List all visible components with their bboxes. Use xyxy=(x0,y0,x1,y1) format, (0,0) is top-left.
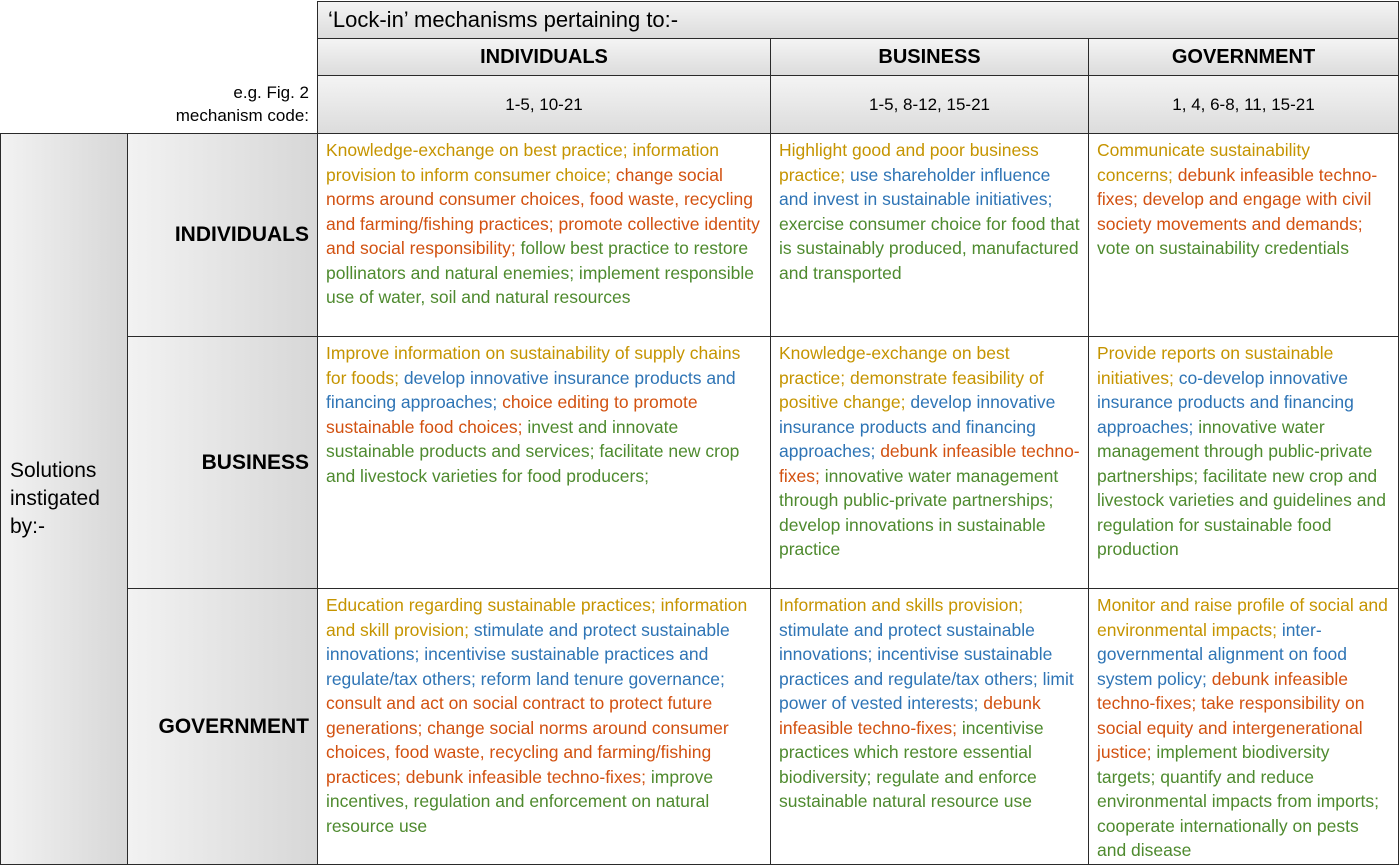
cell-business-government xyxy=(1088,336,1399,589)
mechanism-code-government xyxy=(1088,75,1399,134)
text-segment-gold: Knowledge-exchange on best practice; demonstrate feasibility of positive change; xyxy=(779,343,1044,412)
cell-individuals-individuals xyxy=(317,133,771,337)
text-segment-gold: Monitor and raise profile of social and environmental impacts; xyxy=(1097,595,1388,640)
text-segment-green: improve incentives, regulation and enforcement on natural resource use xyxy=(326,766,714,836)
text-segment-gold: Highlight good and poor business practice; xyxy=(779,140,1039,185)
mechanism-code-label-line1: e.g. Fig. 2 xyxy=(233,83,309,102)
text-segment-green: incentivise practices which restore essential biodiversity; regulate and enforce sustainable natural resource use xyxy=(779,717,1044,811)
mechanism-code-business xyxy=(770,75,1089,134)
column-header-label: INDIVIDUALS xyxy=(480,45,608,68)
mechanism-code-label-line2: mechanism code: xyxy=(175,106,309,125)
column-header-label: GOVERNMENT xyxy=(1171,45,1316,68)
text-segment-green: innovative water management through public-private partnerships; develop innovations in sustainable practice xyxy=(779,465,1059,559)
text-segment-blue: use shareholder influence and invest in sustainable initiatives; xyxy=(779,164,1053,209)
text-segment-blue: stimulate and protect sustainable innovations; incentivise sustainable practices and regulate/tax others; limit power of vested interests; xyxy=(779,619,1074,713)
cell-government-individuals xyxy=(317,588,771,865)
text-segment-blue: develop innovative insurance products and financing approaches; xyxy=(779,392,1056,461)
column-header-business xyxy=(770,38,1089,76)
text-segment-gold: Communicate sustainability concerns; xyxy=(1097,140,1311,185)
text-segment-blue: inter-governmental alignment on food system policy; xyxy=(1097,619,1348,689)
cell-government-government xyxy=(1088,588,1399,865)
column-header-label: BUSINESS xyxy=(878,45,981,68)
solutions-side-label xyxy=(0,133,128,865)
text-segment-gold: Knowledge-exchange on best practice; information provision to inform consumer choice; xyxy=(326,140,720,185)
text-segment-orange: debunk infeasible techno-fixes; take responsibility on social equity and intergenerational justice; xyxy=(1097,668,1365,762)
row-header-government xyxy=(127,588,318,865)
row-header-business xyxy=(127,336,318,589)
text-segment-orange: change social norms around consumer choices, food waste, recycling and farming/fishing practices; promote collective identity and social responsibility; xyxy=(326,164,760,258)
text-segment-orange: debunk infeasible techno-fixes; xyxy=(779,693,1041,738)
text-segment-orange: debunk infeasible techno-fixes; xyxy=(779,441,1080,486)
text-segment-green: vote on sustainability credentials xyxy=(1097,238,1349,258)
text-segment-gold: Information and skills provision; xyxy=(779,595,1024,615)
mechanism-code-value: 1-5, 10-21 xyxy=(505,94,583,114)
text-segment-blue: stimulate and protect sustainable innovations; incentivise sustainable practices and regulate/tax others; reform land tenure governance; xyxy=(326,619,730,689)
text-segment-green: follow best practice to restore pollinators and natural enemies; implement responsible use of water, soil and natural resources xyxy=(326,238,755,307)
text-segment-orange: debunk infeasible techno-fixes; develop and engage with civil society movements and demands; xyxy=(1097,164,1378,234)
text-segment-green: implement biodiversity targets; quantify and reduce environmental impacts from imports; cooperate internationally on pests and disease xyxy=(1097,742,1380,860)
side-label-line1: Solutions xyxy=(10,459,97,482)
table-title-text: ‘Lock-in’ mechanisms pertaining to:- xyxy=(328,7,679,32)
mechanism-code-value: 1-5, 8-12, 15-21 xyxy=(869,94,990,114)
text-segment-blue: co-develop innovative insurance products and financing approaches; xyxy=(1097,367,1354,437)
cell-business-business xyxy=(770,336,1089,589)
side-label-line2: instigated xyxy=(10,487,100,510)
text-segment-gold: Education regarding sustainable practices; information and skill provision; xyxy=(326,595,748,640)
text-segment-orange: choice editing to promote sustainable food choices; xyxy=(326,392,698,437)
side-label-line3: by:- xyxy=(10,515,46,538)
row-header-label: GOVERNMENT xyxy=(158,714,309,738)
cell-individuals-government xyxy=(1088,133,1399,337)
column-header-government xyxy=(1088,38,1399,76)
text-segment-gold: Improve information on sustainability of supply chains for foods; xyxy=(326,343,741,388)
cell-business-individuals xyxy=(317,336,771,589)
mechanism-code-individuals xyxy=(317,75,771,134)
text-segment-gold: Provide reports on sustainable initiatives; xyxy=(1097,343,1334,388)
text-segment-green: innovative water management through public-private partnerships; facilitate new crop and livestock varieties and guidelines and regulation for sustainable food production xyxy=(1097,416,1386,559)
text-segment-green: invest and innovate sustainable products and services; facilitate new crop and livestock varieties for food producers; xyxy=(326,416,740,486)
text-segment-orange: consult and act on social contract to protect future generations; change social norms around consumer choices, food waste, recycling and farming/fishing practices; debunk infeasible techno-fixes; xyxy=(326,693,729,787)
row-header-label: INDIVIDUALS xyxy=(174,223,309,246)
text-segment-green: exercise consumer choice for food that is sustainably produced, manufactured and transported xyxy=(779,213,1080,283)
cell-government-business xyxy=(770,588,1089,865)
table-title xyxy=(317,1,1399,39)
column-header-individuals xyxy=(317,38,771,76)
row-header-label: BUSINESS xyxy=(201,450,309,474)
cell-individuals-business xyxy=(770,133,1089,337)
mechanism-code-value: 1, 4, 6-8, 11, 15-21 xyxy=(1172,94,1315,114)
text-segment-blue: develop innovative insurance products and financing approaches; xyxy=(326,367,736,412)
mechanism-code-label xyxy=(100,81,317,131)
row-header-individuals xyxy=(127,133,318,337)
